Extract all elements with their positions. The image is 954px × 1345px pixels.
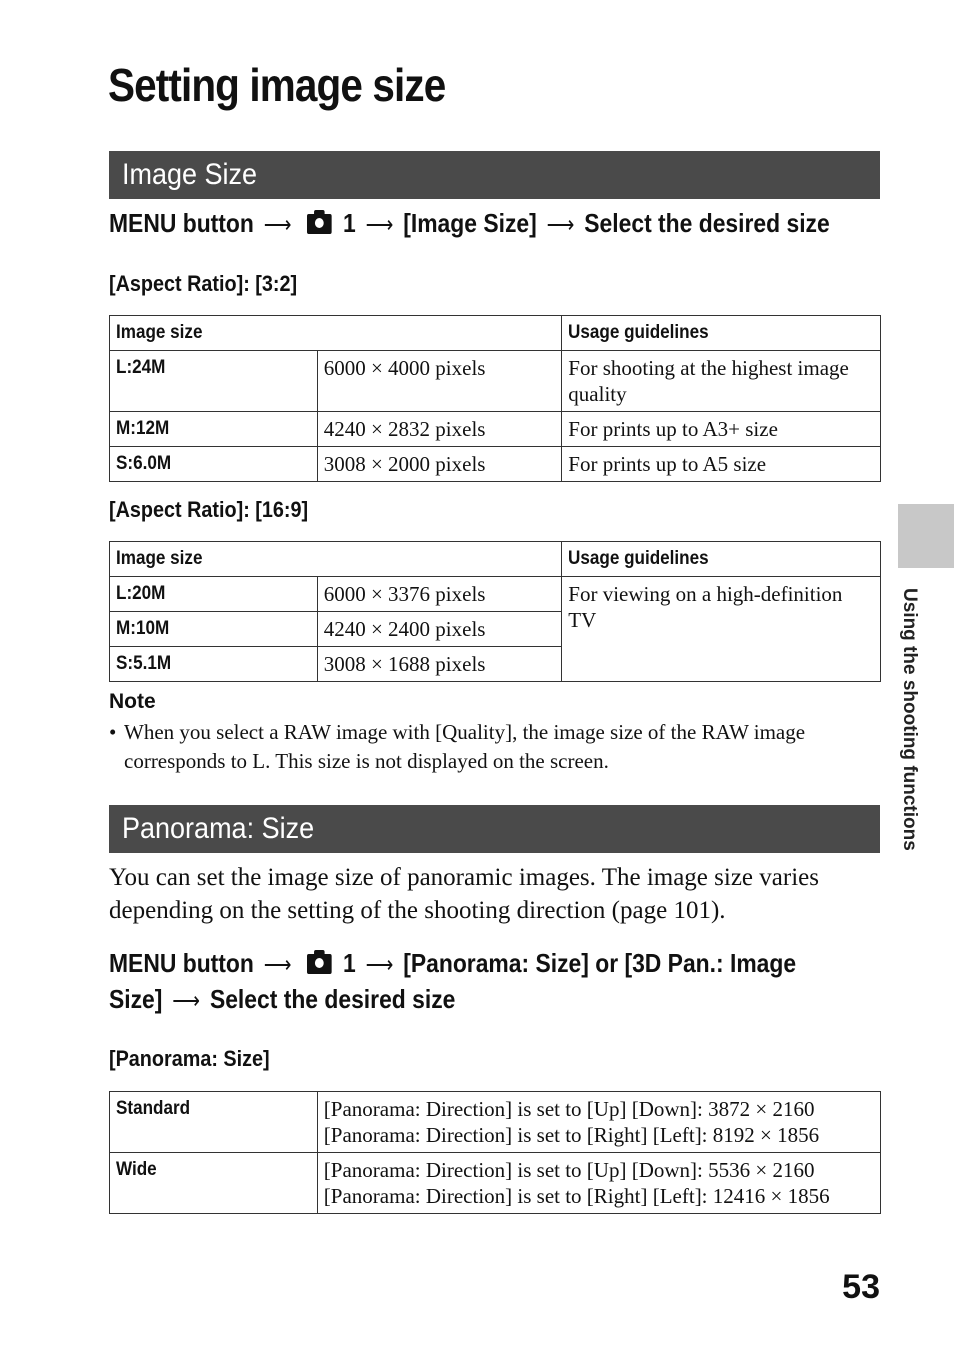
table-header-row	[110, 316, 881, 351]
menu-item-label: [Panorama: Size] or [3D Pan.: Image	[403, 948, 797, 978]
pixels-cell: 4240 × 2400 pixels	[317, 612, 562, 647]
menu-tab-number: 1	[342, 948, 356, 978]
aspect-ratio-32-heading	[109, 271, 318, 297]
size-label-cell	[110, 577, 318, 612]
table-row	[110, 351, 881, 412]
menu-tab-number: 1	[342, 208, 356, 238]
column-header-text: Usage guidelines	[568, 548, 709, 569]
pixels-cell: 6000 × 3376 pixels	[317, 577, 562, 612]
pixels-cell: 3008 × 1688 pixels	[317, 647, 562, 682]
note-body	[109, 718, 869, 776]
arrow-icon: ⟶	[365, 212, 394, 237]
camera-icon	[307, 954, 332, 974]
arrow-icon: ⟶	[263, 952, 292, 977]
menu-button-label: MENU button	[109, 948, 254, 978]
column-header-usage	[562, 542, 881, 577]
panorama-value-line: [Panorama: Direction] is set to [Right] [Left]: 12416 × 1856	[323, 1184, 830, 1208]
menu-path-image-size	[109, 206, 889, 242]
arrow-icon: ⟶	[263, 212, 292, 237]
panorama-label: Standard	[116, 1098, 191, 1119]
usage-cell: For viewing on a high-definition TV	[562, 577, 881, 682]
section-heading-image-size	[109, 151, 880, 199]
column-header-text: Image size	[116, 548, 203, 569]
column-header-image-size	[110, 542, 562, 577]
page-number: 53	[842, 1268, 880, 1306]
pixels-cell: 6000 × 4000 pixels	[317, 351, 562, 412]
size-label-cell	[110, 351, 318, 412]
panorama-label-cell	[110, 1092, 318, 1153]
aspect-ratio-169-heading-text: [Aspect Ratio]: [16:9]	[109, 497, 309, 522]
pixels-cell: 4240 × 2832 pixels	[317, 412, 562, 447]
menu-item-label-continued: Size]	[109, 984, 163, 1014]
size-label-cell	[110, 647, 318, 682]
size-label: S:6.0M	[116, 453, 172, 474]
note-text: When you select a RAW image with [Quality], the image size of the RAW image corresponds to L. This size is not displayed on the screen.	[124, 720, 806, 773]
table-row	[110, 447, 881, 482]
page-title: Setting image size	[108, 59, 446, 111]
size-label: L:20M	[116, 583, 166, 604]
panorama-size-table	[109, 1091, 881, 1214]
chapter-tab-marker	[898, 504, 954, 568]
size-label: M:10M	[116, 618, 170, 639]
table-header-row	[110, 542, 881, 577]
menu-button-label: MENU button	[109, 208, 254, 238]
menu-action-label: Select the desired size	[209, 984, 456, 1014]
menu-action-label: Select the desired size	[584, 208, 830, 238]
note-title: Note	[109, 690, 156, 713]
size-label: L:24M	[116, 357, 166, 378]
section-heading-label: Panorama: Size	[122, 812, 315, 845]
chapter-side-label: Using the shooting functions	[899, 588, 920, 851]
table-row	[110, 412, 881, 447]
aspect-ratio-32-heading-text: [Aspect Ratio]: [3:2]	[109, 271, 298, 296]
panorama-values-cell	[317, 1092, 880, 1153]
camera-icon	[307, 214, 332, 234]
arrow-icon: ⟶	[546, 212, 575, 237]
usage-cell: For shooting at the highest image quality	[562, 351, 881, 412]
panorama-value-line: [Panorama: Direction] is set to [Up] [Down]: 3872 × 2160	[323, 1097, 815, 1121]
aspect-ratio-169-heading	[109, 497, 330, 523]
section-heading-panorama-size	[109, 805, 880, 853]
arrow-icon: ⟶	[365, 952, 394, 977]
aspect-ratio-169-table	[109, 541, 881, 682]
table-row	[110, 1153, 881, 1214]
panorama-size-heading	[109, 1046, 288, 1072]
usage-cell: For prints up to A3+ size	[562, 412, 881, 447]
bullet-icon: •	[109, 720, 117, 744]
size-label: S:5.1M	[116, 653, 172, 674]
menu-path-panorama	[109, 946, 889, 1018]
section-heading-label: Image Size	[122, 158, 258, 191]
column-header-text: Usage guidelines	[568, 322, 709, 343]
usage-cell: For prints up to A5 size	[562, 447, 881, 482]
panorama-label-cell	[110, 1153, 318, 1214]
arrow-icon: ⟶	[172, 988, 201, 1013]
menu-item-label: [Image Size]	[403, 208, 537, 238]
column-header-image-size	[110, 316, 562, 351]
pixels-cell: 3008 × 2000 pixels	[317, 447, 562, 482]
panorama-value-line: [Panorama: Direction] is set to [Up] [Down]: 5536 × 2160	[323, 1158, 815, 1182]
panorama-values-cell	[317, 1153, 880, 1214]
size-label-cell	[110, 612, 318, 647]
table-row	[110, 577, 881, 612]
column-header-text: Image size	[116, 322, 203, 343]
table-row	[110, 1092, 881, 1153]
panorama-value-line: [Panorama: Direction] is set to [Right] [Left]: 8192 × 1856	[323, 1123, 820, 1147]
size-label-cell	[110, 412, 318, 447]
aspect-ratio-32-table	[109, 315, 881, 482]
size-label-cell	[110, 447, 318, 482]
panorama-label: Wide	[116, 1159, 157, 1180]
panorama-size-heading-text: [Panorama: Size]	[109, 1046, 270, 1071]
column-header-usage	[562, 316, 881, 351]
panorama-intro-paragraph: You can set the image size of panoramic images. The image size varies depending on the setting of the shooting direction (page 101).	[109, 864, 819, 924]
size-label: M:12M	[116, 418, 170, 439]
